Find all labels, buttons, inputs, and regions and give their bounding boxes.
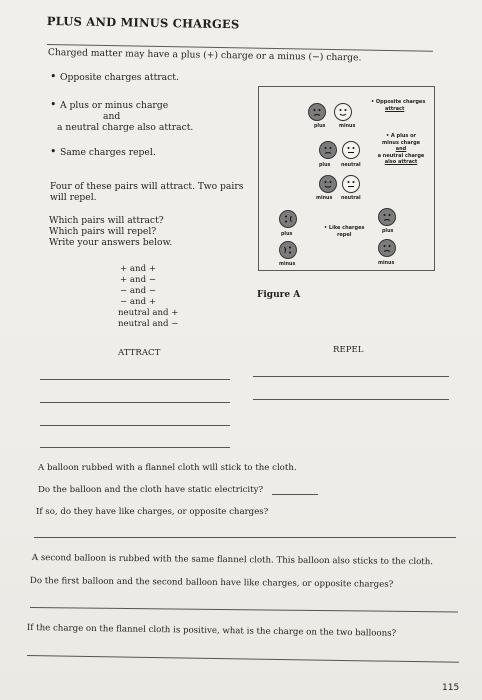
question-attract: Which pairs will attract? bbox=[49, 215, 164, 226]
pair-list-item: − and − bbox=[120, 286, 157, 296]
smile-face-icon bbox=[334, 103, 352, 121]
note-opposite-attract: • Opposite charges attract bbox=[371, 99, 426, 112]
like-opposite-question: Do the first balloon and the second balloon have like charges, or opposite charges? bbox=[29, 576, 394, 590]
note-like-repel: • Like charges repel bbox=[324, 225, 365, 238]
like-opposite-answer-line[interactable] bbox=[30, 607, 458, 612]
question-repel: Which pairs will repel? bbox=[49, 226, 157, 237]
repel-answer-line[interactable] bbox=[253, 399, 449, 400]
charges-answer-line[interactable] bbox=[34, 537, 456, 538]
pair-list-item: + and + bbox=[120, 264, 157, 274]
note-neutral-attract: • A plus or minus charge and a neutral charge also attract bbox=[377, 133, 425, 165]
pair-list-item: − and + bbox=[120, 297, 157, 307]
attract-answer-line[interactable] bbox=[40, 402, 230, 403]
frown-face-icon bbox=[308, 103, 326, 121]
left-bottom-label: minus bbox=[279, 262, 296, 267]
static-answer-line[interactable] bbox=[272, 494, 318, 495]
intro-text: Charged matter may have a plus (+) charge or a minus (−) charge. bbox=[47, 47, 362, 64]
pairs-intro-1: Four of these pairs will attract. Two pairs bbox=[50, 181, 244, 192]
page-number: 115 bbox=[442, 683, 460, 693]
pairs-intro-2: will repel. bbox=[50, 192, 97, 203]
question-write: Write your answers below. bbox=[49, 237, 173, 248]
frown-face-icon bbox=[378, 239, 396, 257]
pair-list-item: neutral and − bbox=[118, 319, 179, 329]
attract-answer-line[interactable] bbox=[40, 379, 230, 380]
bullet-neutral-attract: a neutral charge also attract. bbox=[57, 122, 194, 133]
frown-face-icon bbox=[319, 141, 337, 159]
attract-answer-line[interactable] bbox=[40, 425, 230, 426]
repel-heading: REPEL bbox=[333, 345, 364, 355]
bullet-same-repel: • Same charges repel. bbox=[50, 145, 156, 158]
balloon-statement: A balloon rubbed with a flannel cloth will stick to the cloth. bbox=[38, 463, 297, 473]
second-balloon-statement: A second balloon is rubbed with the same flannel cloth. This balloon also sticks to the cloth. bbox=[31, 553, 434, 568]
attract-heading: ATTRACT bbox=[118, 348, 161, 358]
page-title: PLUS AND MINUS CHARGES bbox=[46, 14, 240, 32]
pair3-left-label: minus bbox=[316, 196, 333, 201]
frown-face-icon bbox=[378, 208, 396, 226]
attract-answer-line[interactable] bbox=[40, 447, 230, 448]
flannel-question: If the charge on the flannel cloth is positive, what is the charge on the two balloons? bbox=[26, 623, 397, 639]
right-top-label: plus bbox=[382, 229, 394, 234]
neutral-face-icon bbox=[342, 141, 360, 159]
frown-face-icon bbox=[279, 241, 297, 259]
bullet-opposite-attract: • Opposite charges attract. bbox=[50, 70, 179, 83]
figure-a bbox=[258, 86, 435, 271]
bullet-and: and bbox=[103, 111, 121, 122]
neutral-face-icon bbox=[342, 175, 360, 193]
left-top-label: plus bbox=[281, 232, 293, 237]
frown-face-icon bbox=[279, 210, 297, 228]
pair3-right-label: neutral bbox=[341, 196, 361, 201]
pair2-right-label: neutral bbox=[341, 163, 361, 168]
flannel-answer-line[interactable] bbox=[27, 655, 459, 663]
static-question: Do the balloon and the cloth have static electricity? bbox=[38, 485, 264, 495]
charges-question: If so, do they have like charges, or opposite charges? bbox=[36, 507, 269, 517]
bullet-plus-minus-neutral: • A plus or minus charge bbox=[50, 98, 168, 111]
smile-face-icon bbox=[319, 175, 337, 193]
pair-list-item: neutral and + bbox=[118, 308, 179, 318]
right-bottom-label: minus bbox=[378, 261, 395, 266]
pair1-left-label: plus bbox=[314, 124, 326, 129]
pair-list-item: + and − bbox=[120, 275, 157, 285]
figure-label: Figure A bbox=[257, 290, 301, 300]
pair1-right-label: minus bbox=[339, 124, 356, 129]
repel-answer-line[interactable] bbox=[253, 376, 449, 377]
pair2-left-label: plus bbox=[319, 163, 331, 168]
